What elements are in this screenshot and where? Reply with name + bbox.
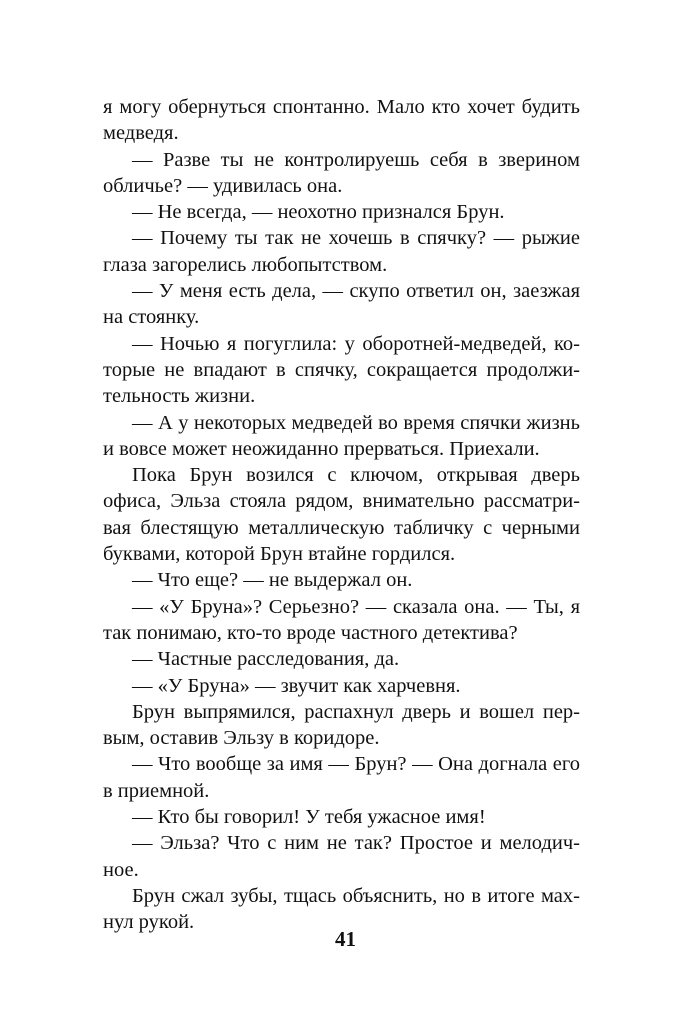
paragraph: Брун выпрямился, распахнул дверь и вошел первым, оставив Эльзу в коридоре. — [103, 700, 580, 750]
paragraph: — Эльза? Что с ним не так? Простое и мелодичное. — [103, 832, 580, 881]
paragraph: — Частные расследования, да. — [132, 648, 400, 671]
paragraph: — А у некоторых медведей во время спячки жизнь и вовсе может неожиданно прерваться. Приехали. — [103, 411, 580, 460]
paragraph: — Что еще? — не выдержал он. — [132, 569, 413, 592]
page-number: 41 — [335, 927, 356, 951]
paragraph: Пока Брун возился с ключом, открывая дверь офиса, Эльза стояла рядом, внимательно рассматривая блестящую металлическую табличку с черными буквами, которой Брун втайне гордился. — [103, 464, 580, 566]
paragraph: — «У Бруна» — звучит как харчевня. — [132, 674, 461, 697]
paragraph: я могу обернуться спонтанно. Мало кто хочет будить медведя. — [103, 96, 580, 145]
paragraph: — Что вообще за имя — Брун? — Она догнала его в приемной. — [103, 753, 580, 802]
paragraph: — Не всегда, — неохотно признался Брун. — [132, 201, 505, 224]
paragraph: — Кто бы говорил! У тебя ужасное имя! — [132, 806, 486, 829]
paragraph: — «У Бруна»? Серьезно? — сказала она. — Ты, я так понимаю, кто-то вроде частного детектива? — [103, 595, 580, 644]
paragraph: — Разве ты не контролируешь себя в зверином обличье? — удивилась она. — [103, 148, 580, 197]
paragraph: Брун сжал зубы, тщась объяснить, но в итоге махнул рукой. — [103, 884, 580, 934]
paragraph: — Ночью я погуглила: у оборотней-медведей, которые не впадают в спячку, сокращается продолжительность жизни. — [103, 332, 580, 408]
body-text — [103, 94, 580, 936]
paragraph: — У меня есть дела, — скупо ответил он, заезжая на стоянку. — [103, 280, 580, 329]
paragraph: — Почему ты так не хочешь в спячку? — рыжие глаза загорелись любопытством. — [103, 227, 580, 276]
